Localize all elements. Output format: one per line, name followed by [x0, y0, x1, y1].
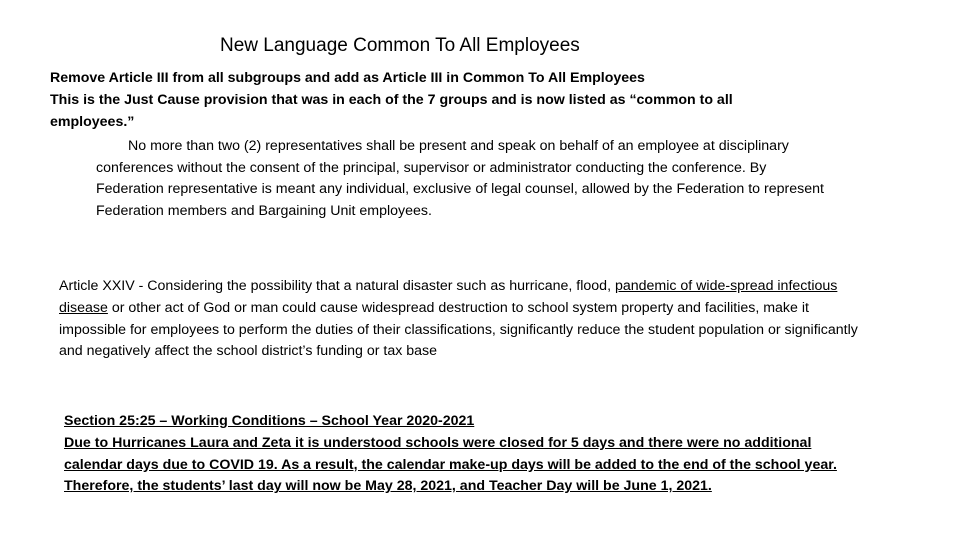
article-xxiv-paragraph: [59, 276, 859, 363]
intro-line-remove-article: Remove Article III from all subgroups and add as Article III in Common To All Employees: [50, 70, 645, 86]
section-heading: Section 25:25 – Working Conditions – School Year 2020-2021: [64, 413, 475, 429]
section-body: Due to Hurricanes Laura and Zeta it is understood schools were closed for 5 days and there were no additional calendar days due to COVID 19. As a result, the calendar make-up days will be added to the end of the school year. Therefore, the students’ last day will now be May 28, 2021, and Teacher Day will be June 1, 2021.: [64, 434, 837, 495]
article-suffix-text: or other act of God or man could cause widespread destruction to school system property and facilities, make it impossible for employees to perform the duties of their classifications, significantly reduce the student population or significantly and negatively affect the school district’s funding or tax base: [59, 299, 858, 360]
page-title: New Language Common To All Employees: [220, 35, 580, 56]
intro-block: [50, 67, 810, 133]
just-cause-paragraph: [96, 136, 831, 222]
article-underlined-text: pandemic of wide-spread infectious disease: [59, 278, 838, 316]
intro-line-just-cause-note: This is the Just Cause provision that was in each of the 7 groups and is now listed as “common to all employees.”: [50, 92, 733, 130]
article-prefix-text: Article XXIV - Considering the possibility that a natural disaster such as hurricane, flood,: [59, 278, 615, 294]
section-25-25-block: [64, 411, 844, 498]
just-cause-text: No more than two (2) representatives shall be present and speak on behalf of an employee at disciplinary conferences without the consent of the principal, supervisor or administrator conducting the conference. By Federation representative is meant any individual, exclusive of legal counsel, allowed by the Federation to represent Federation members and Bargaining Unit employees.: [96, 138, 824, 219]
